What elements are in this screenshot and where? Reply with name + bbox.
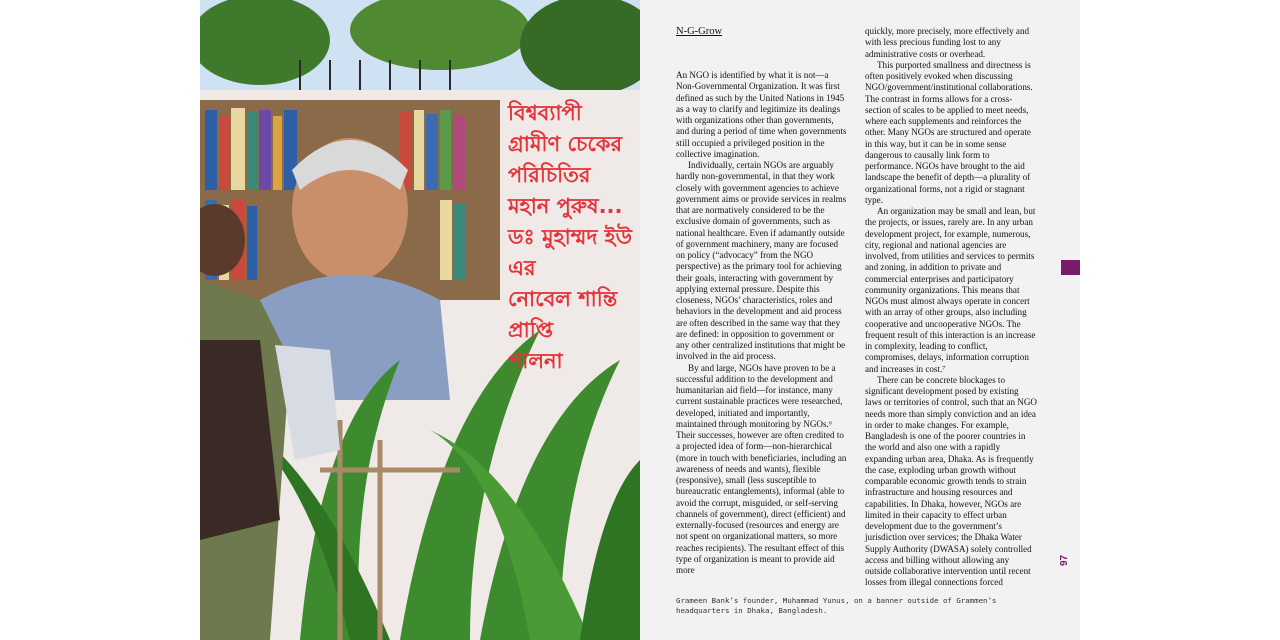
paragraph: An organization may be small and lean, but the projects, or issues, rarely are. In any urban development project, for example, numerous, city, regional and national agencies are involved, from utilities and services to permits and zoning, in addition to private and commercial enterprises and participatory community organizations. This means that NGOs must almost always operate in concert with an array of other groups, also including cooperative and uncooperative NGOs. The frequent result of this interaction is an increase in complexity, leading to conflict, compromises, delays, information corruption and increases in cost.⁷ xyxy=(865,206,1036,374)
banner-bengali-text: বিশ্বব্যাপী গ্রামীণ চেকের পরিচিতির মহান পুরুষ... ডঃ মুহাম্মদ ইউ এর নোবেল শান্তি প্রাপ্তি পালনা xyxy=(508,101,632,373)
right-text-column xyxy=(865,26,1037,589)
page-number: 97 xyxy=(1059,554,1070,566)
book-spread xyxy=(200,0,1080,640)
section-title: N-G-Grow xyxy=(676,26,723,37)
paragraph: By and large, NGOs have proven to be a successful addition to the development and humanitarian aid field—for instance, many current sustainable practices were researched, developed, initiated and importantly, maintained through monitoring by NGOs.⁶ Their successes, however are often credited to a projected idea of form—non-hierarchical (more in touch with beneficiaries, including an awareness of needs and wants), flexible (responsive), small (less susceptible to bureaucratic entanglements), informal (able to avoid the corrupt, misguided, or self-serving channels of government), direct (efficient) and externally-focused (resources and energy are not spent on organizational matters, so more reaches recipients). The resultant effect of this type of organization is meant to provide aid more xyxy=(676,362,847,575)
section-tab-marker xyxy=(1061,260,1080,275)
paragraph: This purported smallness and directness is often positively evoked when discussing NGO/government/institutional collaborations. The contrast in forms allows for a cross-section of scales to be applied to meet needs, where each supplements and reinforces the other. Many NGOs are structured and operate in this way, but it can be in some sense dangerous to causally link form to performance. NGOs have brought to the aid landscape the benefit of depth—a plurality of organizational forms, not a rigid or stagnant type. xyxy=(865,59,1033,205)
text-page xyxy=(640,0,1080,640)
paragraph: There can be concrete blockages to significant development posed by existing laws or territories of control, such that an NGO needs more than simply conviction and an idea in order to make changes. For example, Bangladesh is one of the poorer countries in the world and also one with a rapidly expanding urban area, Dhaka. As is frequently the case, exploding urban growth without comparable economic growth tends to strain infrastructure and housing resources and capabilities. In Dhaka, however, NGOs are limited in their capacity to effect urban development due to the government’s jurisdiction over services; the Dhaka Water Supply Authority (DWASA) solely controlled access and billing without allowing any outside collaborative intervention until recent losses from illegal connections forced xyxy=(865,374,1037,588)
paragraph: An NGO is identified by what it is not—a Non-Governmental Organization. It was first defined as such by the United Nations in 1945 as a way to clarify and legitimize its dealings with organizations other than governments, and during a period of time when governments still occupied a privileged position in the collective imagination. xyxy=(676,70,847,159)
photo-caption: Grameen Bank’s founder, Muhammad Yunus, on a banner outside of Grammen’s headquarters in Dhaka, Bangladesh. xyxy=(676,596,997,615)
photo-page xyxy=(200,0,640,640)
paragraph: Individually, certain NGOs are arguably hardly non-governmental, in that they work closely with government agencies to achieve government aims or provide services in realms that are normatively considered to be the exclusive domain of governments, such as national healthcare. Even if adamantly outside of government machinery, many are focused on policy (“advocacy” from the NGO perspective) as the primary tool for achieving their goals, interacting with government by applying external pressure. Despite this closeness, NGOs’ characteristics, roles and behaviors in the development and aid process are often described in the same way that they are defined: in opposition to government or any other centralized institutions that might be involved in the aid process. xyxy=(676,160,847,362)
paragraph: quickly, more precisely, more effectively and with less precious funding lost to any administrative costs or overhead. xyxy=(865,26,1030,59)
left-text-column xyxy=(676,70,848,576)
